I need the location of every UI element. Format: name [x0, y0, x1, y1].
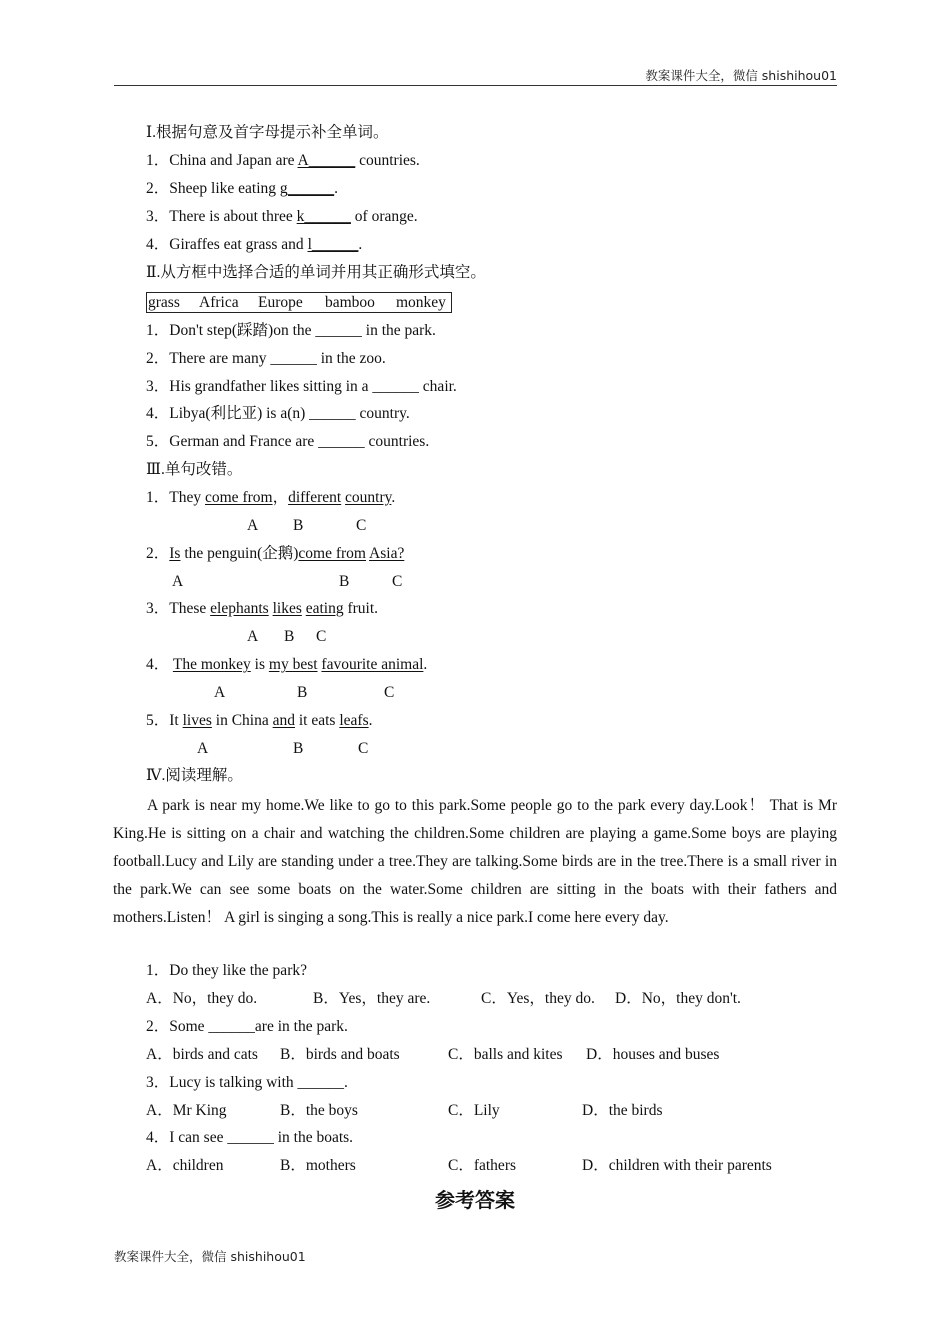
error-part-c: eating: [305, 600, 344, 617]
word-box-item: Africa: [199, 294, 239, 311]
s4-q1: 1．Do they like the park?: [146, 962, 307, 979]
q-text: .: [423, 656, 428, 673]
s2-q1: 1．Don't step(踩踏)on the ______ in the park.: [146, 322, 436, 339]
q-text: .: [358, 236, 363, 253]
option: B．mothers: [280, 1157, 356, 1174]
page-footer: 教案课件大全，微信 shishihou01: [114, 1249, 306, 1264]
q-text: ，: [272, 489, 289, 506]
option: A．children: [146, 1157, 224, 1174]
q-number: 2．: [146, 180, 170, 197]
q-text: in China: [211, 712, 273, 729]
q-text: .: [334, 180, 339, 197]
word-box-item: bamboo: [325, 294, 375, 311]
error-part-c: Asia?: [369, 545, 405, 562]
error-part-c: favourite animal: [321, 656, 424, 673]
label-b: B: [284, 628, 295, 645]
q-text: Sheep like eating: [169, 180, 280, 197]
label-c: C: [356, 517, 367, 534]
section-4-heading: Ⅳ.阅读理解。: [146, 767, 243, 784]
label-a: A: [247, 628, 259, 645]
option: D．houses and buses: [586, 1046, 720, 1063]
s4-q2: 2．Some ______are in the park.: [146, 1018, 348, 1035]
blank: g______: [279, 180, 335, 197]
label-b: B: [293, 517, 304, 534]
error-part-a: lives: [182, 712, 212, 729]
section-3-heading: Ⅲ.单句改错。: [146, 461, 243, 478]
q-text: There is about three: [169, 208, 297, 225]
s3-q5: [146, 711, 372, 731]
q-text: They: [169, 489, 205, 506]
error-part-b: and: [272, 712, 295, 729]
error-part-a: The monkey: [172, 656, 251, 673]
s1-q3: [146, 207, 418, 227]
error-part-c: country: [345, 489, 392, 506]
s3-q3: [146, 599, 378, 619]
label-a: A: [214, 684, 226, 701]
blank: l______: [307, 236, 359, 253]
error-part-b: likes: [272, 600, 302, 617]
q-text: it eats: [295, 712, 340, 729]
q-text: of orange.: [350, 208, 418, 225]
q-number: 3．: [146, 208, 170, 225]
blank: k______: [296, 208, 351, 225]
q-number: 1．: [146, 152, 170, 169]
option: D．the birds: [582, 1102, 663, 1119]
s3-q2: [146, 544, 404, 564]
word-box-item: grass: [148, 294, 180, 311]
error-part-a: elephants: [210, 600, 269, 617]
q-number: 3．: [146, 600, 170, 617]
s3-q1: [146, 488, 395, 508]
section-2-heading: Ⅱ.从方框中选择合适的单词并用其正确形式填空。: [146, 264, 486, 281]
q-text: the penguin(企鹅): [180, 545, 299, 562]
option: C．fathers: [448, 1157, 517, 1174]
error-part-b: different: [288, 489, 342, 506]
label-a: A: [172, 573, 184, 590]
q-text: is: [250, 656, 269, 673]
option: B．birds and boats: [280, 1046, 400, 1063]
q-number: 2．: [146, 545, 170, 562]
word-box: [146, 292, 452, 313]
s4-q3: 3．Lucy is talking with ______.: [146, 1074, 348, 1091]
error-part-c: leafs: [339, 712, 369, 729]
s1-q2: [146, 179, 338, 199]
q-text: China and Japan are: [169, 152, 298, 169]
label-a: A: [247, 517, 259, 534]
q-number: 1．: [146, 489, 170, 506]
option: A．birds and cats: [146, 1046, 258, 1063]
page-header: 教案课件大全，微信 shishihou01: [114, 66, 837, 86]
error-part-a: Is: [169, 545, 181, 562]
s3-q4: [146, 655, 427, 675]
s2-q4: 4．Libya(利比亚) is a(n) ______ country.: [146, 405, 410, 422]
q-text: countries.: [355, 152, 420, 169]
label-b: B: [293, 740, 304, 757]
label-c: C: [384, 684, 395, 701]
q-text: Giraffes eat grass and: [169, 236, 308, 253]
label-c: C: [392, 573, 403, 590]
option: A．Mr King: [146, 1102, 227, 1119]
s2-q3: 3．His grandfather likes sitting in a ______ chair.: [146, 378, 457, 395]
option: B．the boys: [280, 1102, 358, 1119]
reading-passage: A park is near my home.We like to go to this park.Some people go to the park every day.Look！ That is Mr King.He is sitting on a chair and watching the children.Some children are playing a game.Some boys are playing football.Lucy and Lily are standing under a tree.They are talking.Some birds are in the tree.There is a small river in the park.We can see some boats on the water.Some children are sitting in the boats with their fathers and mothers.Listen！ A girl is singing a song.This is really a nice park.I come here every day.: [113, 797, 837, 926]
answers-title: 参考答案: [435, 1188, 515, 1212]
word-box-item: Europe: [258, 294, 303, 311]
s4-q4: 4．I can see ______ in the boats.: [146, 1129, 354, 1146]
option: C．Yes，they do.: [481, 990, 595, 1007]
option: D．children with their parents: [582, 1157, 772, 1174]
q-text: These: [169, 600, 211, 617]
option: C．Lily: [448, 1102, 500, 1119]
q-number: 4．: [146, 236, 170, 253]
option: C．balls and kites: [448, 1046, 563, 1063]
q-text: .: [368, 712, 373, 729]
option: A．No，they do.: [146, 990, 258, 1007]
option: B．Yes，they are.: [313, 990, 431, 1007]
s2-q5: 5．German and France are ______ countries.: [146, 433, 430, 450]
label-b: B: [297, 684, 308, 701]
blank: A______: [297, 152, 356, 169]
q-number: 4．: [146, 656, 170, 673]
q-text: .: [391, 489, 396, 506]
error-part-a: come from: [205, 489, 273, 506]
q-text: It: [169, 712, 183, 729]
s1-q4: [146, 235, 362, 255]
error-part-b: my best: [268, 656, 318, 673]
label-c: C: [358, 740, 369, 757]
word-box-item: monkey: [396, 294, 446, 311]
error-part-b: come from: [298, 545, 366, 562]
option: D．No，they don't.: [615, 990, 741, 1007]
label-b: B: [339, 573, 350, 590]
s2-q2: 2．There are many ______ in the zoo.: [146, 350, 386, 367]
s1-q1: [146, 151, 420, 171]
q-number: 5．: [146, 712, 170, 729]
label-a: A: [197, 740, 209, 757]
q-text: fruit.: [343, 600, 379, 617]
section-1-heading: Ⅰ.根据句意及首字母提示补全单词。: [146, 124, 389, 141]
label-c: C: [316, 628, 327, 645]
